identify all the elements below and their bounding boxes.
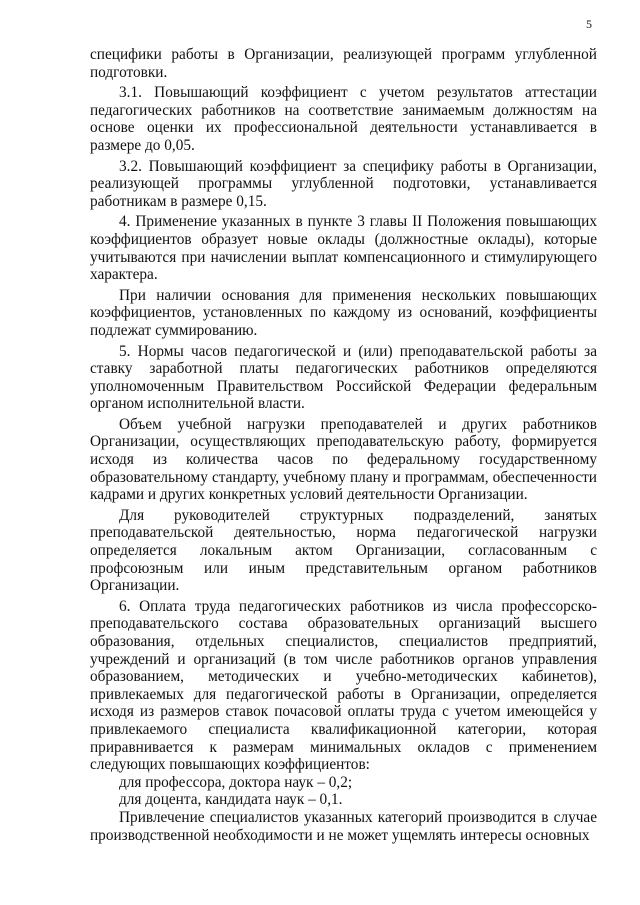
page-number: 5	[586, 17, 592, 31]
paragraph-teaching-load: Объем учебной нагрузки преподавателей и других работников Организации, осуществляющих преподавательскую работу, формируется исходя из количества часов по федеральному государственному образовательному стандарту, учебному плану и программам, обеспеченности кадрами и других конкретных условий деятельности Организации.	[90, 415, 597, 504]
document-body	[90, 46, 597, 844]
paragraph-3-2: 3.2. Повышающий коэффициент за специфику работы в Организации, реализующей программы углубленной подготовки, устанавливается работникам в размере 0,15.	[90, 157, 597, 210]
paragraph-final: Привлечение специалистов указанных категорий производится в случае производственной необходимости и не может ущемлять интересы основных	[90, 808, 597, 844]
paragraph-continuation: специфики работы в Организации, реализующей программ углубленной подготовки.	[90, 46, 597, 81]
paragraph-6: 6. Оплата труда педагогических работников из числа профессорско-преподавательского состава образовательных организаций высшего образования, отдельных специалистов, специалистов предприятий, учреждений и организаций (в том числе работников органов управления образованием, методических и учебно-методических кабинетов), привлекаемых для педагогической работы в Организации, определяется исходя из размеров ставок почасовой оплаты труда с учетом имеющейся у привлекаемого специалиста квалификационной категории, которая приравнивается к размерам минимальных окладов с применением следующих повышающих коэффициентов:	[90, 597, 597, 774]
coefficient-item-professor: для профессора, доктора наук – 0,2;	[119, 773, 353, 791]
paragraph-department-heads: Для руководителей структурных подразделений, занятых преподавательской деятельностью, норма педагогической нагрузки определяется локальным актом Организации, согласованным с профсоюзным или иным представительным органом работников Организации.	[90, 506, 597, 595]
paragraph-4: 4. Применение указанных в пункте 3 главы II Положения повышающих коэффициентов образует новые оклады (должностные оклады), которые учитываются при начислении выплат компенсационного и стимулирующего характера.	[90, 213, 597, 284]
paragraph-5: 5. Нормы часов педагогической и (или) преподавательской работы за ставку заработной платы педагогических работников определяются уполномоченным Правительством Российской Федерации федеральным органом исполнительной власти.	[90, 342, 597, 413]
paragraph-multiple-coefficients: При наличии основания для применения нескольких повышающих коэффициентов, установленных по каждому из оснований, коэффициенты подлежат суммированию.	[90, 286, 597, 339]
paragraph-3-1: 3.1. Повышающий коэффициент с учетом результатов аттестации педагогических работников на соответствие занимаемым должностям на основе оценки их профессиональной деятельности устанавливается в размере до 0,05.	[90, 84, 597, 154]
coefficient-item-docent: для доцента, кандидата наук – 0,1.	[119, 791, 343, 809]
